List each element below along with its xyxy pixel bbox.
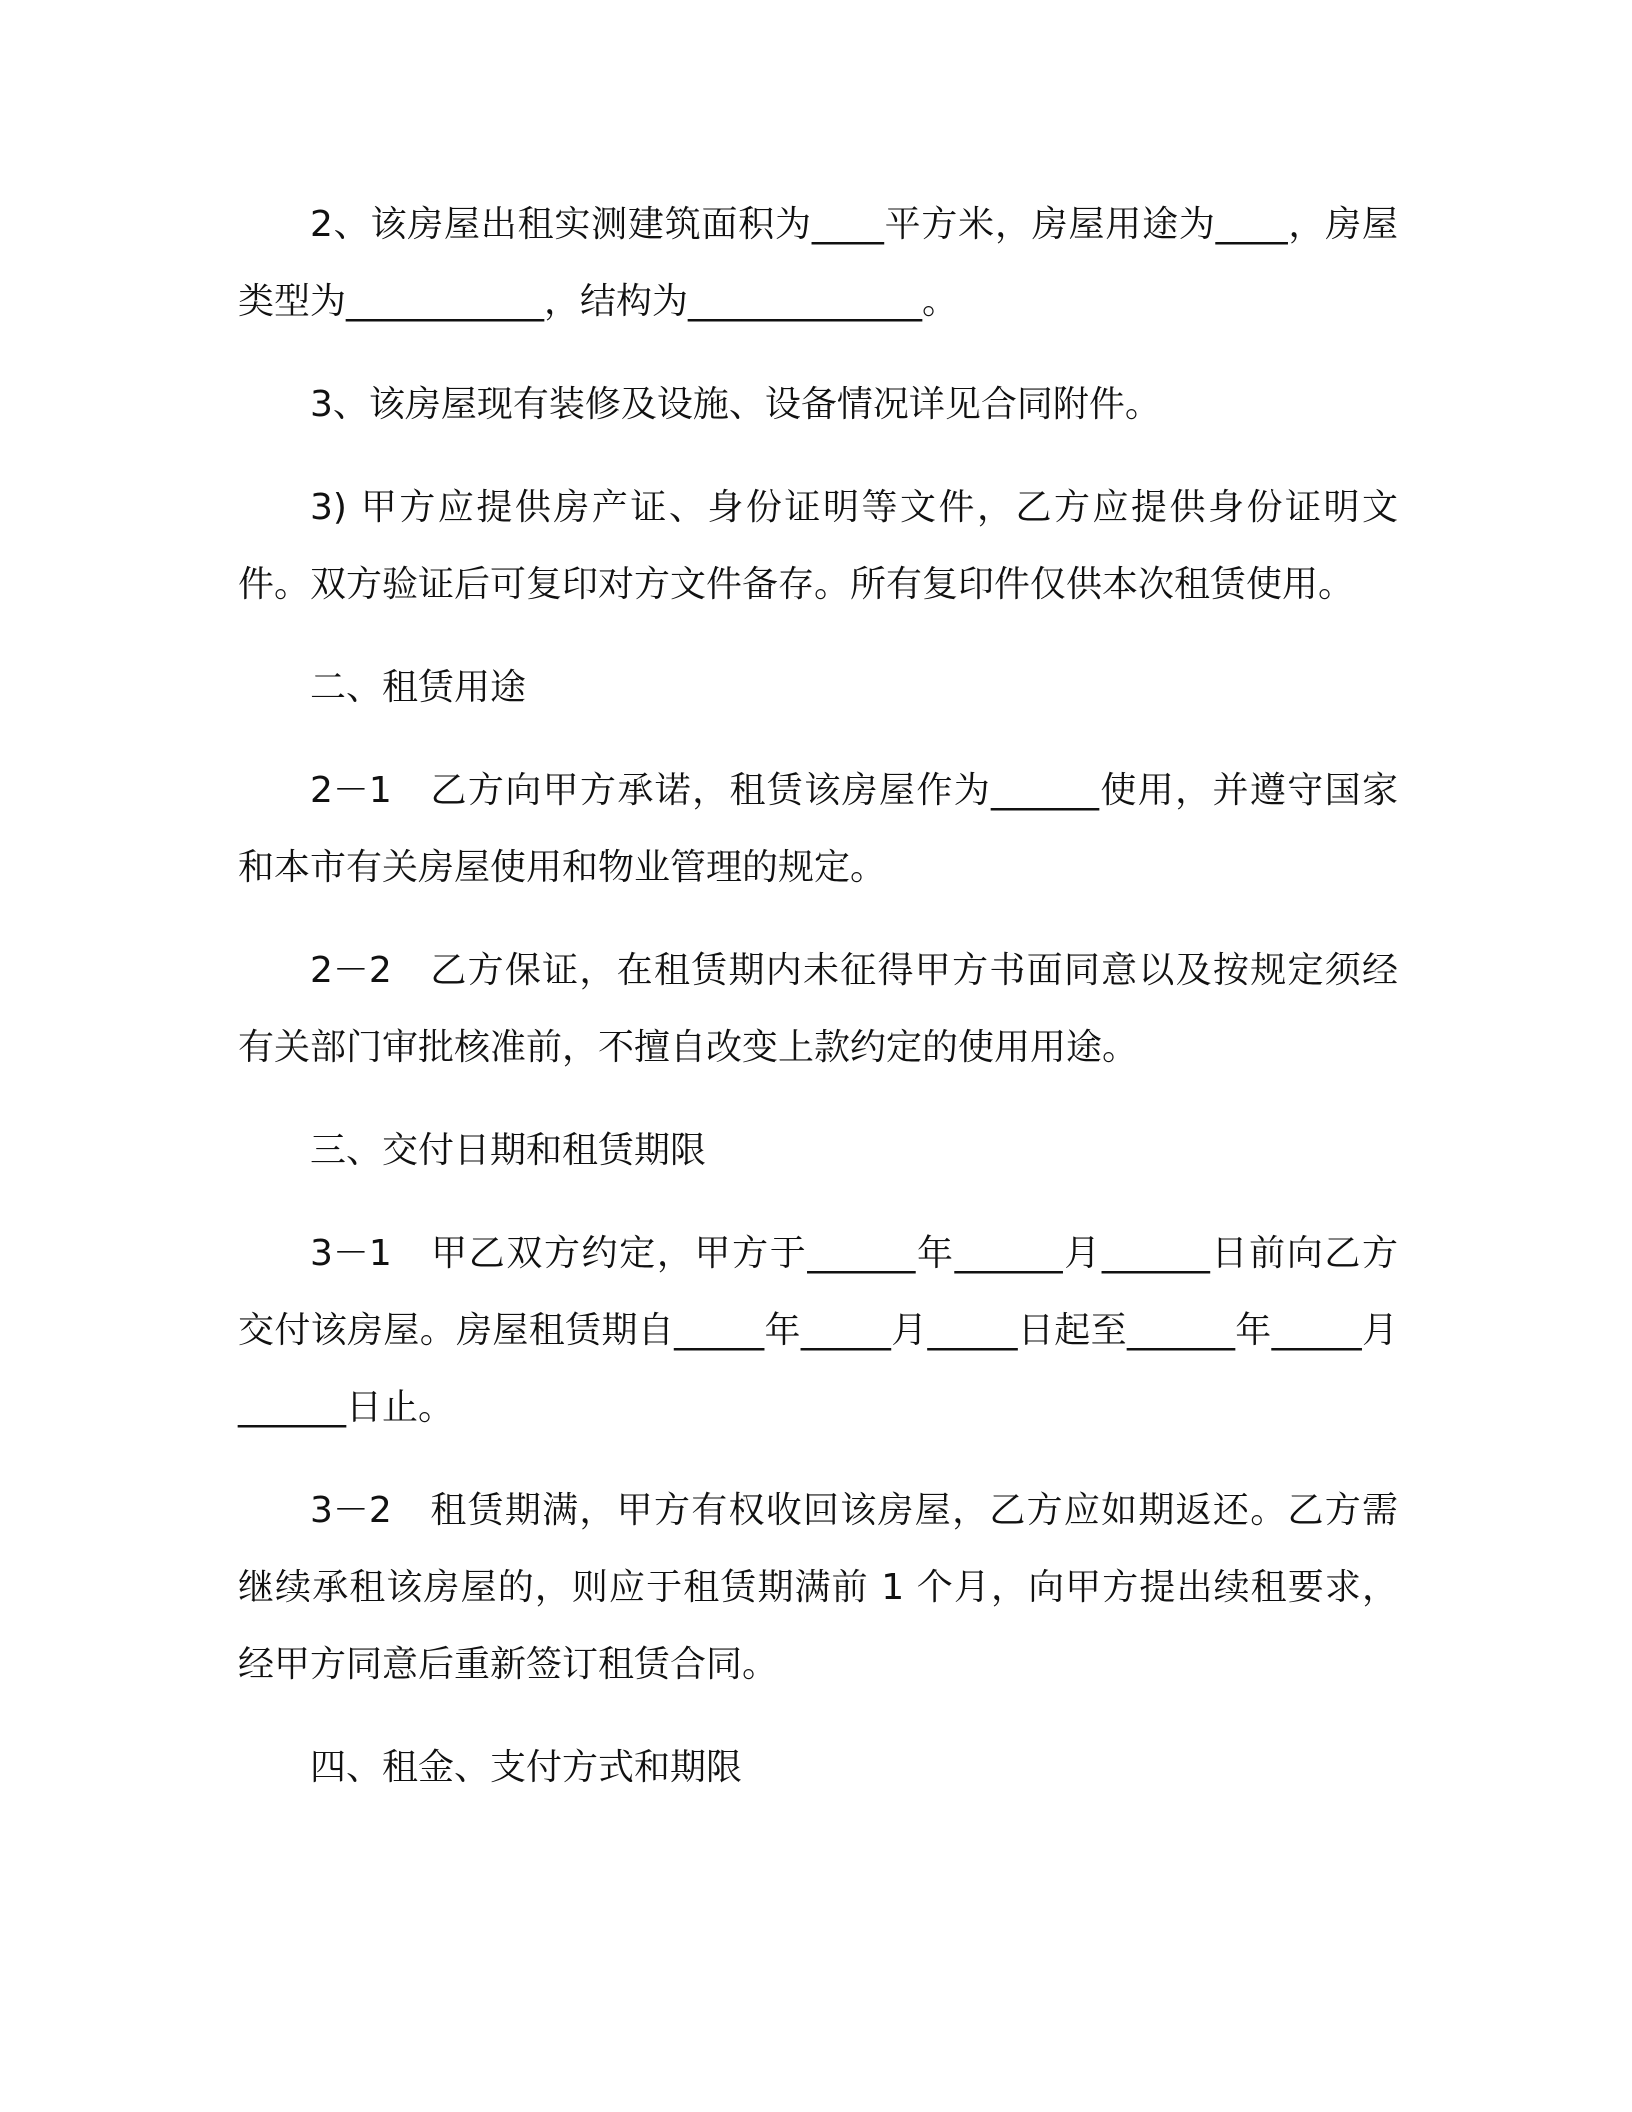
paragraph-3-1: 3－1 甲乙双方约定，甲方于______年______月______日前向乙方交付该房屋。房屋租赁期自_____年_____月_____日起至______年_____月______日止。 [238,1233,1398,1428]
paragraph-2-2: 2－2 乙方保证，在租赁期内未征得甲方书面同意以及按规定须经有关部门审批核准前，不擅自改变上款约定的使用用途。 [238,950,1398,1068]
section-heading-lease-purpose: 二、租赁用途 [310,667,527,708]
paragraph-documents: 3) 甲方应提供房产证、身份证明等文件，乙方应提供身份证明文件。双方验证后可复印对方文件备存。所有复印件仅供本次租赁使用。 [238,487,1398,605]
paragraph-area-and-use: 2、该房屋出租实测建筑面积为____平方米，房屋用途为____，房屋类型为___________，结构为_____________。 [238,204,1398,322]
document-body [238,186,1398,1832]
paragraph-decoration-facilities: 3、该房屋现有装修及设施、设备情况详见合同附件。 [310,384,1161,425]
paragraph-2-1: 2－1 乙方向甲方承诺，租赁该房屋作为______使用，并遵守国家和本市有关房屋使用和物业管理的规定。 [238,770,1398,888]
paragraph-3-2: 3－2 租赁期满，甲方有权收回该房屋，乙方应如期返还。乙方需继续承租该房屋的，则应于租赁期满前 1 个月，向甲方提出续租要求，经甲方同意后重新签订租赁合同。 [238,1490,1398,1685]
section-heading-delivery-term: 三、交付日期和租赁期限 [310,1130,707,1171]
section-heading-rent-payment: 四、租金、支付方式和期限 [310,1747,743,1788]
